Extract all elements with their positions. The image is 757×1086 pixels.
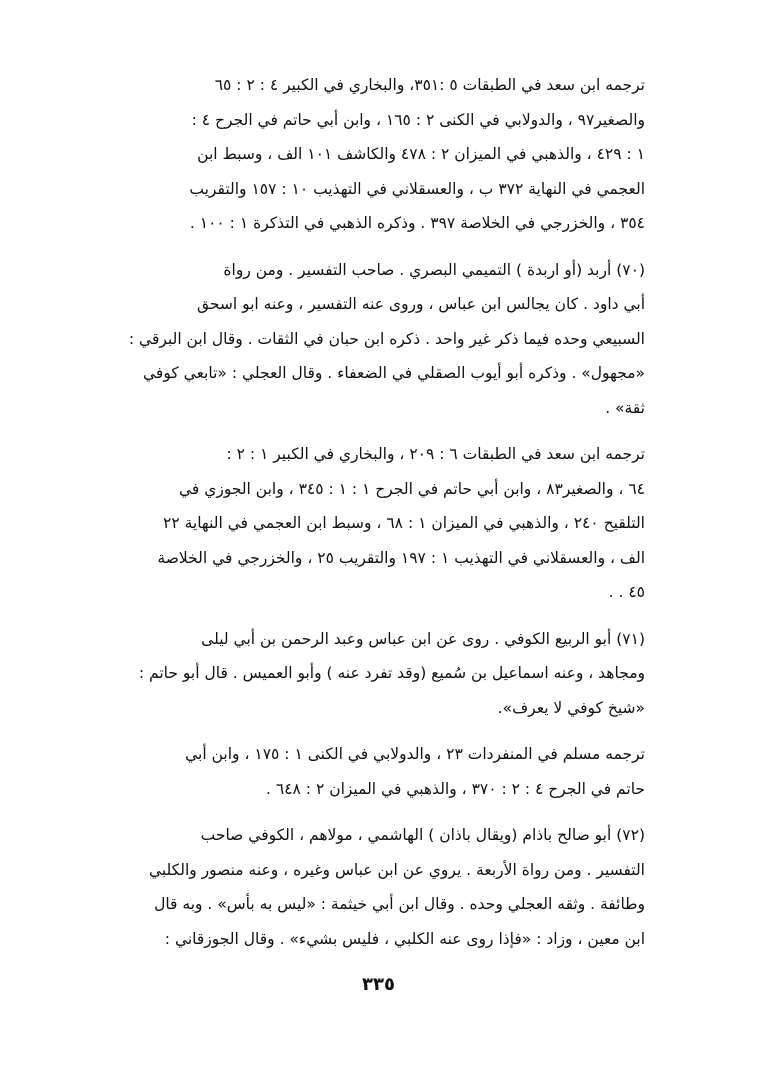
entry-paragraph-71 bbox=[112, 622, 645, 726]
text-line: ترجمه مسلم في المنفردات ٢٣ ، والدولابي في الكنى ١ : ١٧٥ ، وابن أبي bbox=[185, 745, 645, 763]
page-body bbox=[112, 68, 645, 956]
text-line: والصغير٩٧ ، والدولابي في الكنى ٢ : ١٦٥ ، وابن أبي حاتم في الجرح ٤ : bbox=[191, 110, 645, 129]
text-line: التفسير . ومن رواة الأربعة . يروي عن ابن عباس وغيره ، وعنه منصور والكلبي bbox=[148, 860, 645, 879]
reference-paragraph-69 bbox=[112, 68, 645, 241]
text-line: ٣٥٤ ، والخزرجي في الخلاصة ٣٩٧ . وذكره الذهبي في التذكرة ١ : ١٠٠ . bbox=[189, 214, 645, 232]
text-line: ترجمه ابن سعد في الطبقات ٦ : ٢٠٩ ، والبخاري في الكبير ١ : ٢ : bbox=[226, 445, 645, 463]
text-line: ثقة» . bbox=[605, 398, 645, 417]
text-line: ابن معين ، وزاد : «فإذا روى عنه الكلبي ، فليس بشيء» . وقال الجوزقاني : bbox=[164, 929, 645, 948]
text-line: ومجاهد ، وعنه اسماعيل بن سُميع (وقد تفرد عنه ) وأبو العميس . قال أبو حاتم : bbox=[138, 664, 645, 682]
text-line: (٧٠) أربد (أو اربدة ) التميمي البصري . صاحب التفسير . ومن رواة bbox=[223, 260, 645, 279]
text-line: ٦٤ ، والصغير٨٣ ، وابن أبي حاتم في الجرح ١ : ١ : ٣٤٥ ، وابن الجوزي في bbox=[178, 479, 645, 498]
text-line: «مجهول» . وذكره أبو أيوب الصقلي في الضعفاء . وقال العجلي : «تابعي كوفي bbox=[143, 364, 645, 382]
text-line: العجمي في النهاية ٣٧٢ ب ، والعسقلاني في التهذيب ١٠ : ١٥٧ والتقريب bbox=[189, 179, 645, 198]
text-line: (٧١) أبو الربيع الكوفي . روى عن ابن عباس وعبد الرحمن بن أبي ليلى bbox=[201, 629, 645, 648]
text-line: التلقيح ٢٤٠ ، والذهبي في الميزان ١ : ٦٨ ، وسبط ابن العجمي في النهاية ٢٢ bbox=[163, 514, 645, 532]
text-line: «شيخ كوفي لا يعرف». bbox=[497, 698, 645, 717]
entry-paragraph-72 bbox=[112, 818, 645, 956]
text-line: الف ، والعسقلاني في التهذيب ١ : ١٩٧ والتقريب ٢٥ ، والخزرجي في الخلاصة bbox=[157, 548, 645, 567]
page-number: ٣٣٥ bbox=[362, 974, 395, 995]
entry-paragraph-70 bbox=[112, 253, 645, 426]
text-line: ٤٥ . . bbox=[608, 583, 645, 601]
text-line: السبيعي وحده فيما ذكر غير واحد . ذكره ابن حبان في الثقات . وقال ابن البرقي : bbox=[128, 329, 645, 348]
text-line: (٧٢) أبو صالح باذام (ويقال باذان ) الهاشمي ، مولاهم ، الكوفي صاحب bbox=[200, 826, 645, 844]
text-line: ١ : ٤٢٩ ، والذهبي في الميزان ٢ : ٤٧٨ والكاشف ١٠١ الف ، وسبط ابن bbox=[197, 145, 645, 163]
text-line: حاتم في الجرح ٤ : ٢ : ٣٧٠ ، والذهبي في الميزان ٢ : ٦٤٨ . bbox=[266, 779, 645, 798]
reference-paragraph-71 bbox=[112, 737, 645, 806]
text-line: أبي داود . كان يجالس ابن عباس ، وروى عنه التفسير ، وعنه ابو اسحق bbox=[196, 295, 645, 313]
text-line: ترجمه ابن سعد في الطبقات ٥ :٣٥١، والبخاري في الكبير ٤ : ٢ : ٦٥ bbox=[214, 76, 645, 94]
reference-paragraph-70 bbox=[112, 437, 645, 610]
text-line: وطائفة . وثقه العجلي وحده . وقال ابن أبي خيثمة : «ليس به بأس» . وبه قال bbox=[154, 895, 645, 913]
